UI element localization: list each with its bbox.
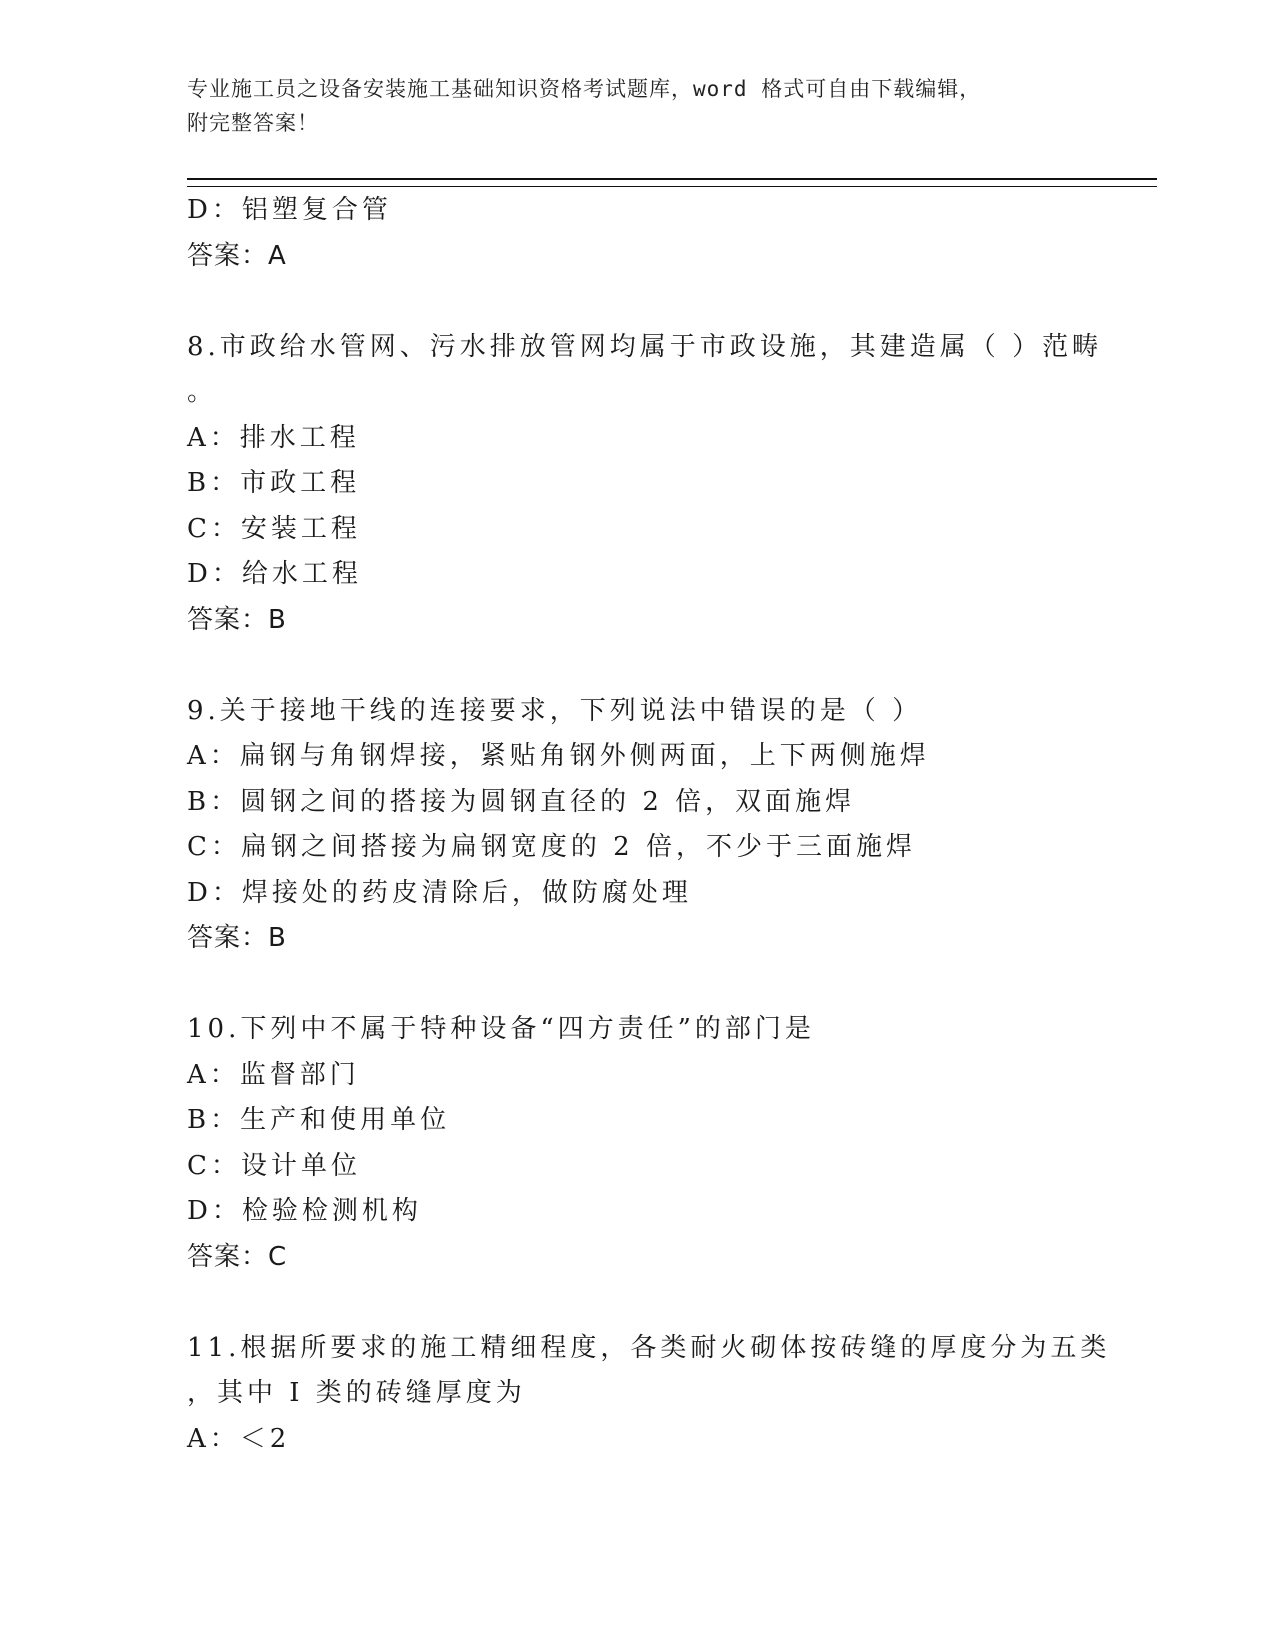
q10-option-c: C：设计单位 <box>187 1150 361 1181</box>
q10-stem: 10.下列中不属于特种设备“四方责任”的部门是 <box>187 1014 815 1044</box>
header-line-2: 附完整答案！ <box>187 111 319 135</box>
q8-stem-line-1: 8.市政给水管网、污水排放管网均属于市政设施，其建造属（ ）范畴 <box>187 331 1103 362</box>
q7-option-d: D：铝塑复合管 <box>187 195 392 225</box>
q11-option-a: A：＜2 <box>187 1423 291 1454</box>
q8-stem-line-2: 。 <box>187 377 218 407</box>
document-header <box>187 72 1087 140</box>
q9-answer: 答案：B <box>187 923 287 953</box>
question-list <box>187 188 1157 1462</box>
header-line-1: 专业施工员之设备安装施工基础知识资格考试题库，word 格式可自由下载编辑， <box>187 77 982 101</box>
spacer <box>187 962 1157 1008</box>
q8-option-b: B：市政工程 <box>187 468 361 498</box>
q8-answer: 答案：B <box>187 604 287 635</box>
q9-stem: 9.关于接地干线的连接要求，下列说法中错误的是（ ） <box>187 695 923 726</box>
header-divider <box>187 178 1157 187</box>
q9-option-a: A：扁钢与角钢焊接，紧贴角钢外侧两面，上下两侧施焊 <box>187 741 930 771</box>
q7-answer: 答案：A <box>187 240 287 271</box>
q8-option-a: A：排水工程 <box>187 422 360 453</box>
q8-option-c: C：安装工程 <box>187 513 361 544</box>
q9-option-c: C：扁钢之间搭接为扁钢宽度的 2 倍，不少于三面施焊 <box>187 832 916 862</box>
q10-answer: 答案：C <box>187 1241 288 1272</box>
spacer <box>187 643 1157 689</box>
q10-option-b: B：生产和使用单位 <box>187 1105 451 1135</box>
q9-option-d: D：焊接处的药皮清除后，做防腐处理 <box>187 877 692 908</box>
q11-stem-line-1: 11.根据所要求的施工精细程度，各类耐火砌体按砖缝的厚度分为五类 <box>187 1332 1111 1363</box>
q9-option-b: B：圆钢之间的搭接为圆钢直径的 2 倍，双面施焊 <box>187 786 856 817</box>
q11-stem-line-2: ，其中 I 类的砖缝厚度为 <box>187 1378 526 1408</box>
q10-option-d: D：检验检测机构 <box>187 1196 422 1226</box>
spacer <box>187 1280 1157 1326</box>
q8-option-d: D：给水工程 <box>187 559 362 589</box>
spacer <box>187 279 1157 325</box>
q10-option-a: A：监督部门 <box>187 1059 360 1090</box>
